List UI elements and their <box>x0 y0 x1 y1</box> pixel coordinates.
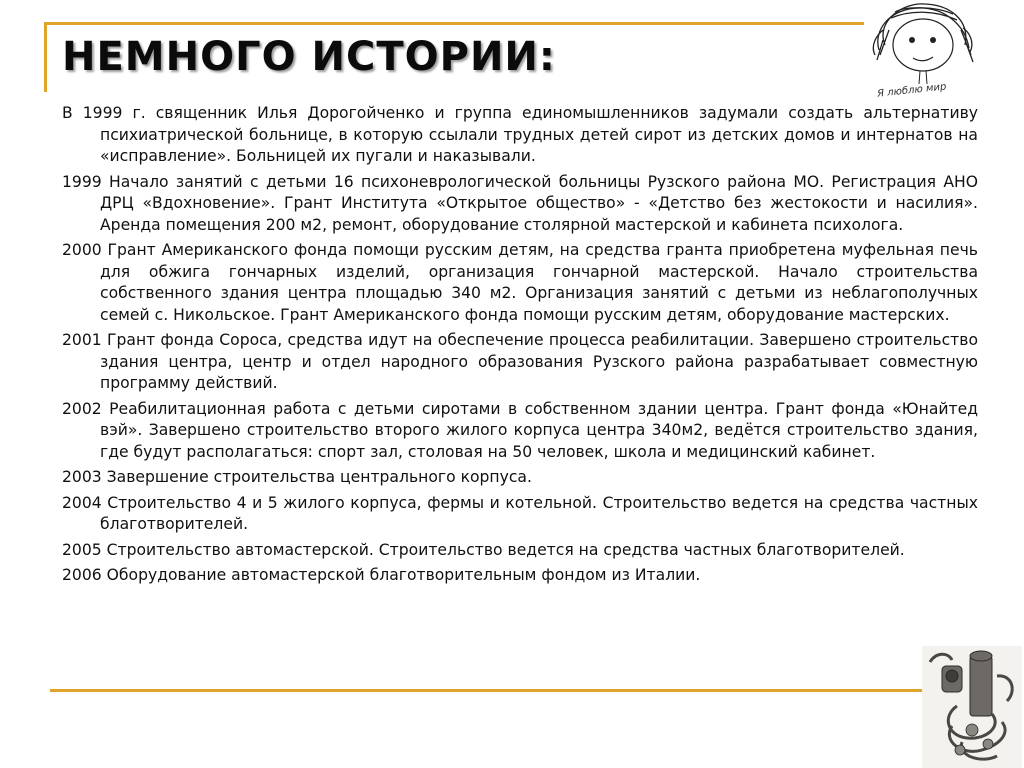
history-paragraph: 2003 Завершение строительства центрального корпуса. <box>62 468 532 486</box>
bottom-rule <box>50 689 924 692</box>
child-drawing-image <box>865 0 980 100</box>
history-paragraph: В 1999 г. священник Илья Дорогойченко и группа единомышленников задумали создать альтернативу психиатрической больнице, в которую ссылали трудных детей сирот из детских домов и интернатов на «исправление». Больницей их пугали и наказывали. <box>62 104 978 165</box>
history-paragraph: 2004 Строительство 4 и 5 жилого корпуса, фермы и котельной. Строительство ведется на средства частных благотворителей. <box>62 493 978 533</box>
history-paragraph: 1999 Начало занятий с детьми 16 психоневрологической больницы Рузского района МО. Регистрация АНО ДРЦ «Вдохновение». Грант Института «Открытое общество» - «Детство без жестокости и насилия». Аренда помещения 200 м2, ремонт, оборудование столярной мастерской и кабинета психолога. <box>62 172 978 234</box>
doodle-caption: Я люблю мир <box>876 81 947 100</box>
history-text <box>62 103 978 591</box>
history-paragraph: 2006 Оборудование автомастерской благотворительным фондом из Италии. <box>62 566 701 584</box>
history-paragraph: 2000 Грант Американского фонда помощи русским детям, на средства гранта приобретена муфельная печь для обжига гончарных изделий, организация гончарной мастерской. Начало строительства собственного здания центра площадью 340 м2. Организация занятий с детьми из неблагополучных семей с. Никольское. Грант Американского фонда помощи русским детям, оборудование мастерских. <box>62 241 978 324</box>
left-rule <box>44 22 47 92</box>
face <box>893 19 953 71</box>
history-paragraph: 2005 Строительство автомастерской. Строительство ведется на средства частных благотворителей. <box>62 540 905 559</box>
history-paragraph: 2001 Грант фонда Сороса, средства идут на обеспечение процесса реабилитации. Завершено строительство здания центра, центр и отдел народного образования Рузского района разрабатывает совместную программу действий. <box>62 331 978 392</box>
slide-title: НЕМНОГО ИСТОРИИ: <box>62 34 556 80</box>
neck <box>919 71 927 84</box>
top-rule <box>44 22 864 25</box>
history-paragraph: 2002 Реабилитационная работа с детьми сиротами в собственном здании центра. Грант фонда «Юнайтед вэй». Завершено строительство второго жилого корпуса центра 340м2, ведётся строительство здания, где будут располагаться: спорт зал, столовая на 50 человек, школа и медицинский кабинет. <box>62 399 978 461</box>
metal-sculpture-image <box>922 646 1022 768</box>
